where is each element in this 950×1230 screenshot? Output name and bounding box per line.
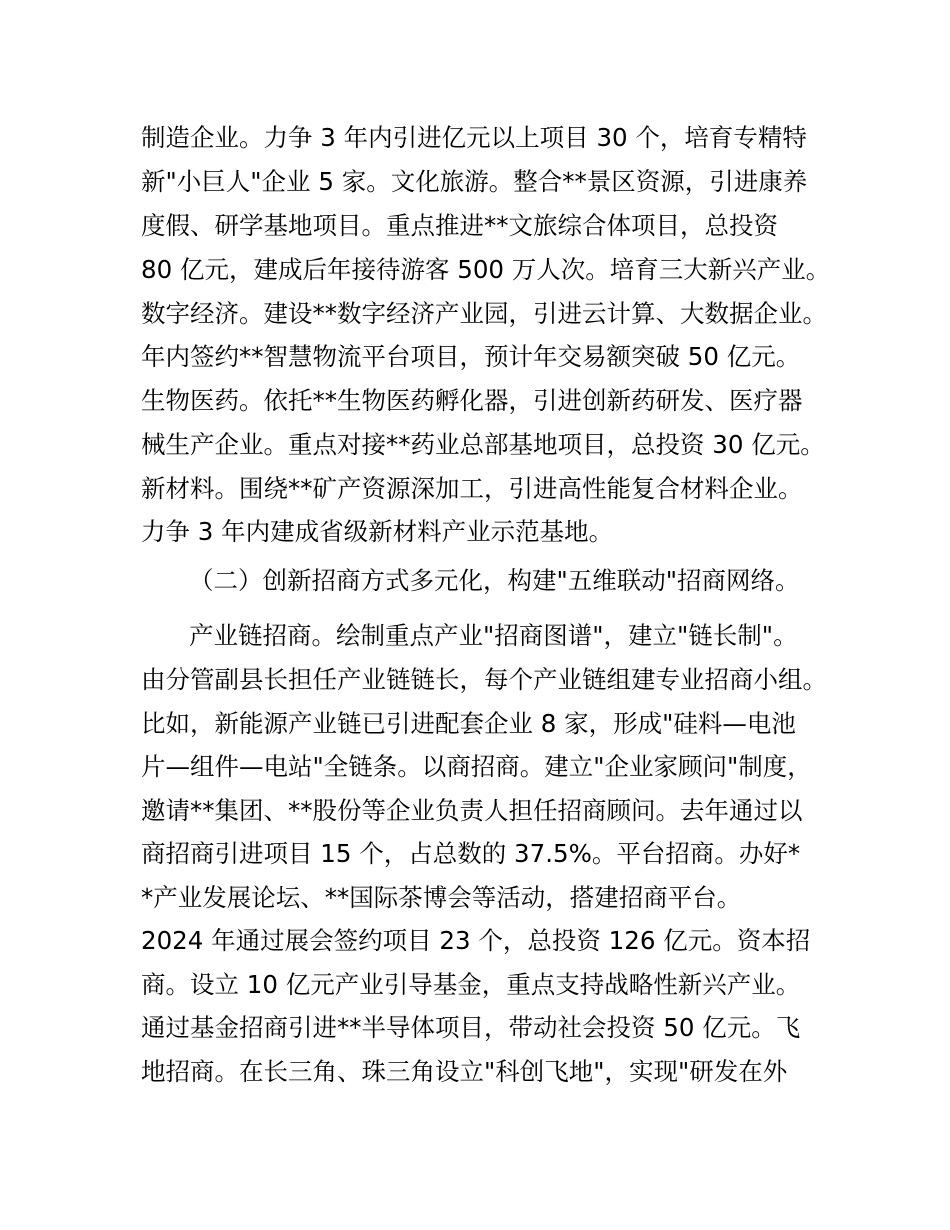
text-line: 新"小巨人"企业 5 家。文化旅游。整合**景区资源，引进康养	[141, 167, 808, 196]
text-line: 由分管副县长担任产业链链长，每个产业链组建专业招商小组。	[141, 665, 827, 694]
text-line: 新材料。围绕**矿产资源深加工，引进高性能复合材料企业。	[141, 474, 803, 503]
text-line: 80 亿元，建成后年接待游客 500 万人次。培育三大新兴产业。	[141, 255, 831, 284]
text-line: 制造企业。力争 3 年内引进亿元以上项目 30 个，培育专精特	[141, 123, 807, 152]
text-line: 产业链招商。绘制重点产业"招商图谱"，建立"链长制"。	[189, 621, 798, 650]
text-line: 地招商。在长三角、珠三角设立"科创飞地"，实现"研发在外	[141, 1057, 788, 1086]
text-line: 械生产企业。重点对接**药业总部基地项目，总投资 30 亿元。	[141, 430, 825, 459]
text-line: 2024 年通过展会签约项目 23 个，总投资 126 亿元。资本招	[141, 926, 811, 955]
text-line: 数字经济。建设**数字经济产业园，引进云计算、大数据企业。	[141, 299, 827, 328]
text-line: 片—组件—电站"全链条。以商招商。建立"企业家顾问"制度，	[141, 752, 812, 781]
text-line: 年内签约**智慧物流平台项目，预计年交易额突破 50 亿元。	[141, 342, 801, 371]
text-line: 比如，新能源产业链已引进配套企业 8 家，形成"硅料—电池	[141, 709, 796, 738]
text-line: 邀请**集团、**股份等企业负责人担任招商顾问。去年通过以	[141, 796, 803, 825]
text-line: 商招商引进项目 15 个，占总数的 37.5%。平台招商。办好*	[141, 839, 801, 868]
text-line: 通过基金招商引进**半导体项目，带动社会投资 50 亿元。飞	[141, 1013, 801, 1042]
section-heading: （二）创新招商方式多元化，构建"五维联动"招商网络。	[189, 566, 800, 595]
text-line: 力争 3 年内建成省级新材料产业示范基地。	[141, 517, 614, 546]
text-line: *产业发展论坛、**国际茶博会等活动，搭建招商平台。	[141, 883, 742, 912]
text-line: 度假、研学基地项目。重点推进**文旅综合体项目，总投资	[141, 211, 778, 240]
text-line: 商。设立 10 亿元产业引导基金，重点支持战略性新兴产业。	[141, 970, 801, 999]
text-line: 生物医药。依托**生物医药孵化器，引进创新药研发、医疗器	[141, 386, 803, 415]
